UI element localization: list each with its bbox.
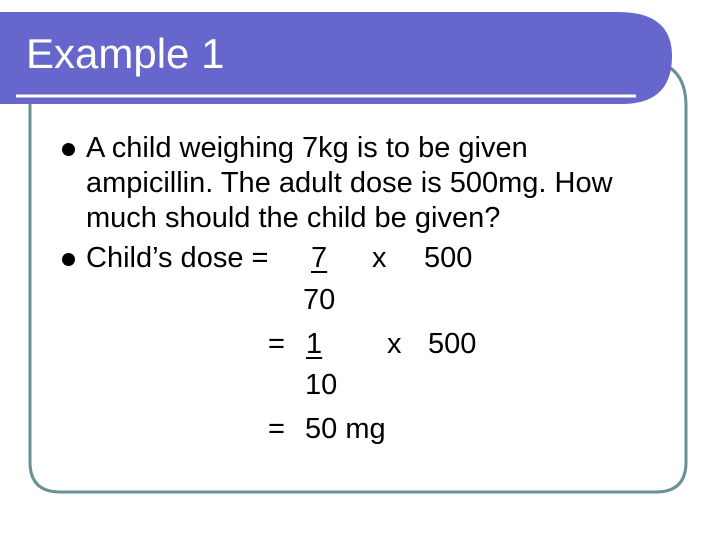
step2-numerator: 1 <box>306 328 323 360</box>
bullet-1-line-1: A child weighing 7kg is to be given <box>86 132 528 164</box>
result-equals: = <box>268 413 285 445</box>
step1-numerator: 7 <box>311 242 328 274</box>
result-value: 50 mg <box>305 413 386 445</box>
step2-factor: 500 <box>428 328 477 360</box>
step1-denominator: 70 <box>303 284 336 316</box>
bullet-2-label: Child’s dose = <box>86 242 269 274</box>
step2-times: x <box>387 328 402 360</box>
page-title: Example 1 <box>26 30 225 77</box>
step1-factor: 500 <box>424 242 473 274</box>
bullet-2-marker <box>62 253 75 266</box>
step2-equals: = <box>268 328 285 360</box>
step1-times: x <box>372 242 387 274</box>
bullet-1-marker <box>62 143 75 156</box>
bullet-1-line-2: ampicillin. The adult dose is 500mg. How <box>86 167 613 199</box>
step2-denominator: 10 <box>305 369 338 401</box>
bullet-1-line-3: much should the child be given? <box>86 202 501 234</box>
